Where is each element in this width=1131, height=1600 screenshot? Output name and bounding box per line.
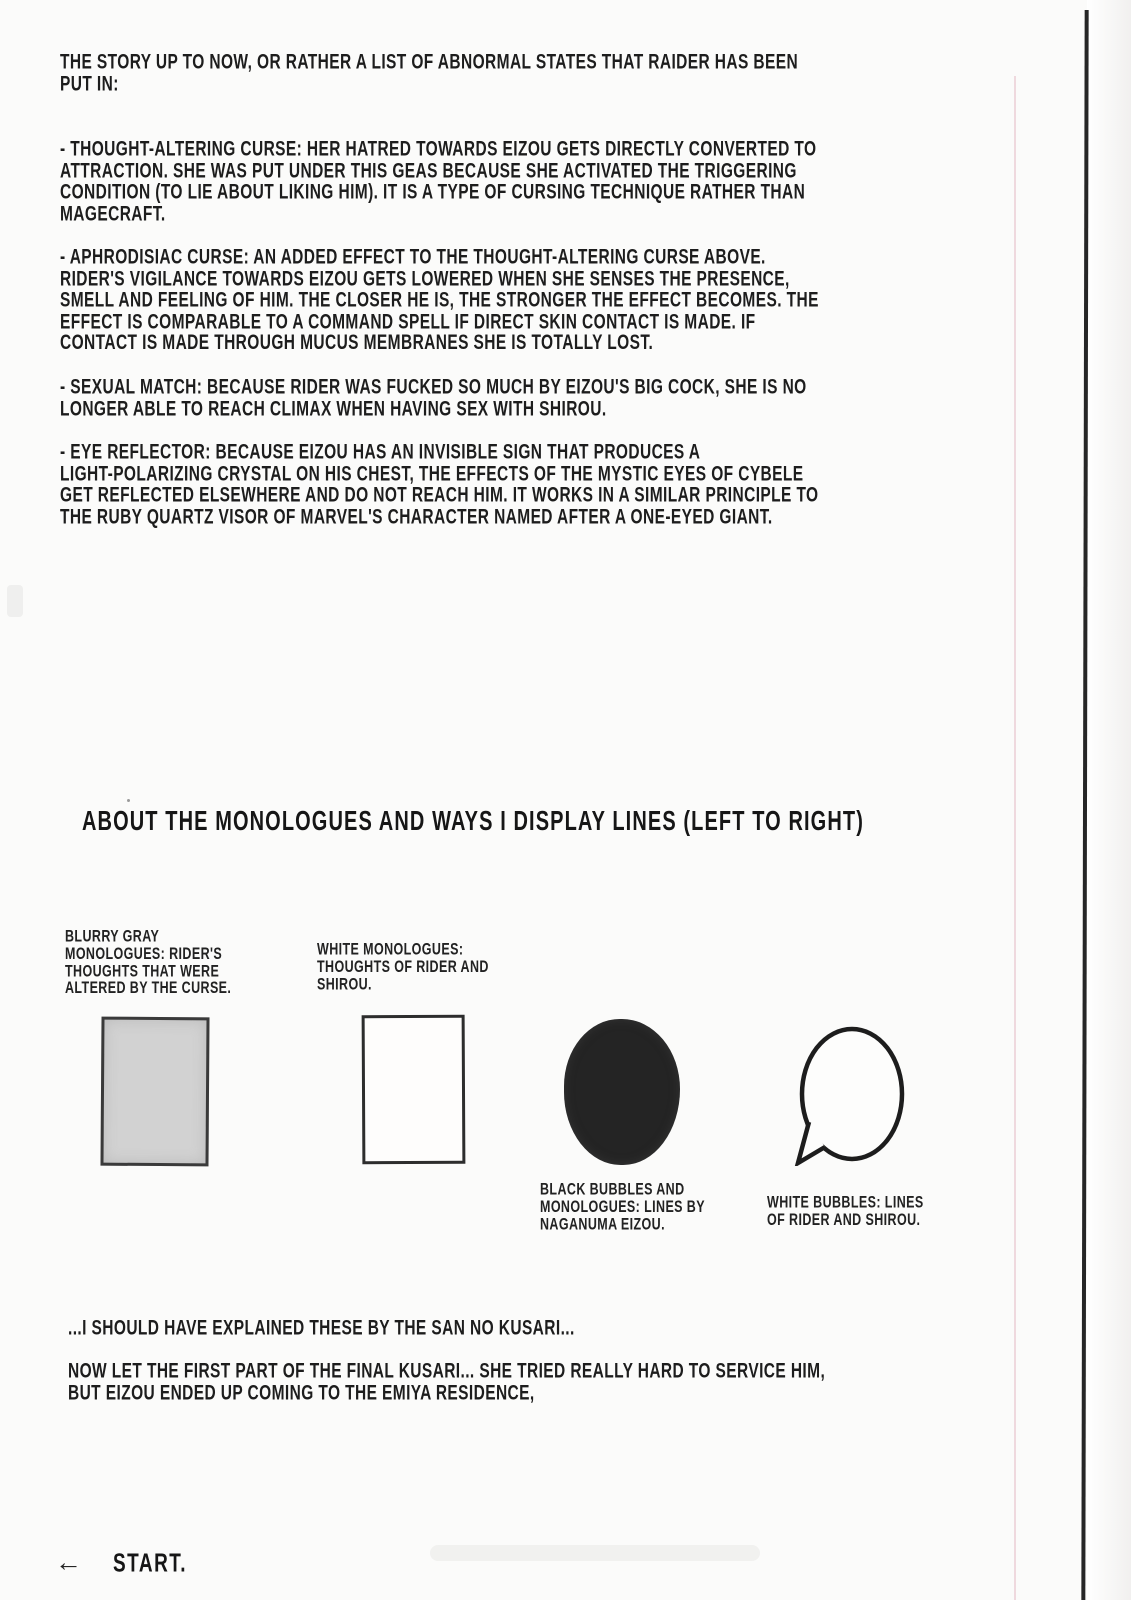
text-line: ...I SHOULD HAVE EXPLAINED THESE BY THE SAN NO KUSARI... — [68, 1316, 575, 1341]
text-line: MONOLOGUES: LINES BY — [540, 1196, 705, 1216]
scan-right-margin — [1087, 0, 1131, 1600]
left-arrow-icon: ← — [55, 1547, 82, 1577]
text-line: BLURRY GRAY — [65, 926, 160, 946]
text-line: - SEXUAL MATCH: BECAUSE RIDER WAS FUCKED SO MUCH BY EIZOU'S BIG COCK, SHE IS NO — [60, 375, 807, 400]
text-line: ATTRACTION. SHE WAS PUT UNDER THIS GEAS BECAUSE SHE ACTIVATED THE TRIGGERING — [60, 159, 797, 183]
outro-line-2 — [68, 1361, 825, 1404]
text-line: THE STORY UP TO NOW, OR RATHER A LIST OF ABNORMAL STATES THAT RAIDER HAS BEEN — [60, 50, 799, 75]
text-line: THOUGHTS OF RIDER AND — [317, 956, 489, 976]
gray-monologue-box-swatch — [100, 1017, 209, 1167]
list-item-aphrodisiac-curse — [60, 247, 819, 354]
text-line: BLACK BUBBLES AND — [540, 1179, 685, 1199]
text-line: EFFECT IS COMPARABLE TO A COMMAND SPELL IF DIRECT SKIN CONTACT IS MADE. IF — [60, 309, 756, 334]
text-line: WHITE MONOLOGUES: — [317, 939, 464, 959]
legend-label-white-bubbles — [767, 1194, 924, 1229]
scan-pink-edge-line — [1014, 76, 1016, 1600]
text-line: CONDITION (TO LIE ABOUT LIKING HIM). IT IS A TYPE OF CURSING TECHNIQUE RATHER THAN — [60, 180, 806, 204]
white-speech-bubble-swatch — [794, 1024, 906, 1166]
text-line: SHIROU. — [317, 974, 372, 994]
text-line: - THOUGHT-ALTERING CURSE: HER HATRED TOWARDS EIZOU GETS DIRECTLY CONVERTED TO — [60, 137, 817, 162]
text-line: NAGANUMA EIZOU. — [540, 1214, 665, 1234]
text-line: GET REFLECTED ELSEWHERE AND DO NOT REACH HIM. IT WORKS IN A SIMILAR PRINCIPLE TO — [60, 483, 819, 507]
text-line: ALTERED BY THE CURSE. — [65, 978, 232, 998]
start-label: START. — [113, 1549, 188, 1579]
scan-speck — [127, 799, 130, 802]
text-line: LONGER ABLE TO REACH CLIMAX WHEN HAVING SEX WITH SHIROU. — [60, 397, 607, 421]
text-line: CONTACT IS MADE THROUGH MUCUS MEMBRANES SHE IS TOTALLY LOST. — [60, 331, 654, 355]
text-line: MAGECRAFT. — [60, 201, 166, 226]
legend-label-gray-monologues — [65, 928, 231, 997]
text-line: PUT IN: — [60, 72, 119, 96]
text-line: OF RIDER AND SHIROU. — [767, 1209, 921, 1229]
text-line: LIGHT-POLARIZING CRYSTAL ON HIS CHEST, THE EFFECTS OF THE MYSTIC EYES OF CYBELE — [60, 462, 804, 486]
text-line: NOW LET THE FIRST PART OF THE FINAL KUSARI... SHE TRIED REALLY HARD TO SERVICE HIM, — [68, 1359, 826, 1384]
text-line: THE RUBY QUARTZ VISOR OF MARVEL'S CHARACTER NAMED AFTER A ONE-EYED GIANT. — [60, 504, 773, 529]
text-line: - APHRODISIAC CURSE: AN ADDED EFFECT TO THE THOUGHT-ALTERING CURSE ABOVE. — [60, 245, 766, 270]
text-line: BUT EIZOU ENDED UP COMING TO THE EMIYA RESIDENCE, — [68, 1381, 535, 1405]
legend-label-black-bubbles — [540, 1181, 705, 1233]
text-line: - EYE REFLECTOR: BECAUSE EIZOU HAS AN INVISIBLE SIGN THAT PRODUCES A — [60, 440, 701, 465]
scan-smudge — [7, 585, 23, 617]
text-line: SMELL AND FEELING OF HIM. THE CLOSER HE IS, THE STRONGER THE EFFECT BECOMES. THE — [60, 288, 819, 312]
text-line: THOUGHTS THAT WERE — [65, 961, 220, 981]
scan-smudge — [430, 1545, 760, 1561]
outro-line-1 — [68, 1318, 575, 1339]
text-line: RIDER'S VIGILANCE TOWARDS EIZOU GETS LOWERED WHEN SHE SENSES THE PRESENCE, — [60, 267, 790, 291]
list-item-sexual-match — [60, 377, 807, 420]
section-heading: ABOUT THE MONOLOGUES AND WAYS I DISPLAY LINES (LEFT TO RIGHT) — [82, 806, 864, 837]
black-speech-bubble-swatch — [564, 1019, 680, 1165]
legend-label-white-monologues — [317, 941, 489, 993]
list-item-eye-reflector — [60, 442, 819, 528]
speech-bubble-icon — [794, 1024, 906, 1166]
text-line: MONOLOGUES: RIDER'S — [65, 943, 223, 963]
intro-paragraph — [60, 52, 798, 95]
white-monologue-box-swatch — [362, 1015, 466, 1165]
text-line: WHITE BUBBLES: LINES — [767, 1192, 924, 1212]
list-item-thought-altering-curse — [60, 139, 816, 225]
